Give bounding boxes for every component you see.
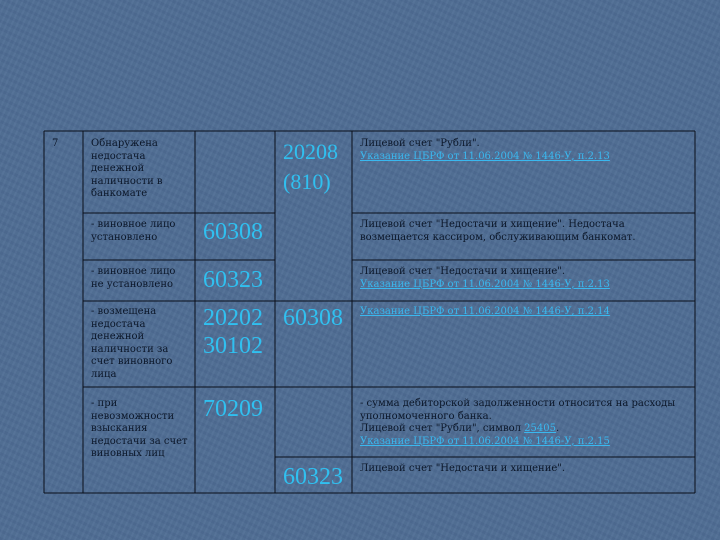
row-impossible-account: 70209 (203, 396, 263, 422)
row-compensated-account-b: 30102 (203, 333, 263, 359)
row-guilty-established-account: 60308 (203, 219, 263, 245)
row-impossible-link[interactable]: Указание ЦБРФ от 11.06.2004 № 1446-У, п.2.15 (360, 435, 610, 447)
row-compensated-account-a: 20202 (203, 305, 263, 331)
row-compensated-description: - возмещена недостача денежной наличности за счет виновного лица (91, 306, 173, 380)
row-number: 7 (52, 138, 59, 149)
row-last-comment: Лицевой счет "Недостачи и хищение". (360, 463, 566, 474)
row-main-link[interactable]: Указание ЦБРФ от 11.06.2004 № 1446-У, п.2.13 (360, 150, 610, 162)
row-main-description: Обнаружена недостача денежной наличности в банкомате (91, 138, 163, 199)
row-guilty-not-established-comment-text: Лицевой счет "Недостачи и хищение". (360, 266, 566, 277)
row-guilty-established-description: - виновное лицо установлено (91, 219, 176, 243)
row-guilty-not-established-comment (360, 266, 690, 291)
row-guilty-not-established-link[interactable]: Указание ЦБРФ от 11.06.2004 № 1446-У, п.2.13 (360, 278, 610, 290)
row-impossible-description: - при невозможности взыскания недостачи за счет виновных лиц (91, 398, 188, 459)
row-impossible-comment-prefix: Лицевой счет "Рубли", символ (360, 423, 525, 434)
row-last-credit-account: 60323 (283, 464, 343, 490)
row-guilty-not-established-description: - виновное лицо не установлено (91, 266, 176, 290)
row-impossible-comment-line2 (360, 423, 690, 436)
row-guilty-not-established-account: 60323 (203, 267, 263, 293)
row-impossible-comment-suffix: . (555, 423, 560, 434)
row-main-comment (360, 138, 690, 163)
row-main-account: 20208 (283, 139, 338, 164)
row-impossible-symbol-link[interactable]: 25405 (524, 423, 556, 434)
row-compensated-link[interactable]: Указание ЦБРФ от 11.06.2004 № 1446-У, п.2.14 (360, 306, 610, 317)
row-compensated-credit-account: 60308 (283, 305, 343, 331)
row-compensated-comment (360, 306, 690, 319)
row-main-comment-text: Лицевой счет "Рубли". (360, 138, 480, 149)
row-impossible-comment-line1: - сумма дебиторской задолженности относится на расходы уполномоченного банка. (360, 398, 676, 422)
row-guilty-established-comment: Лицевой счет "Недостачи и хищение". Недостача возмещается кассиром, обслуживающим банкомат. (360, 219, 636, 243)
row-main-account-suffix: (810) (283, 169, 331, 194)
row-impossible-comment (360, 398, 690, 448)
